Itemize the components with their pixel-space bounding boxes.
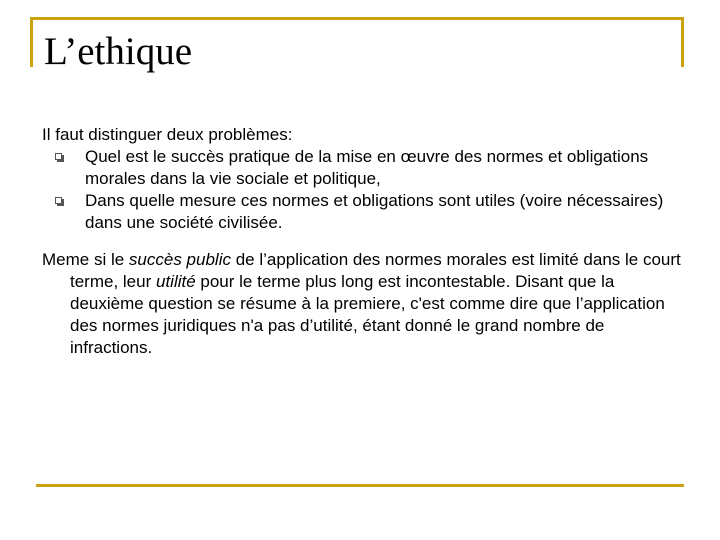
frame-top-line — [30, 17, 684, 20]
frame-right-line — [681, 17, 684, 67]
bullet-text: Quel est le succès pratique de la mise en œuvre des normes et obligations morales dans la vie sociale et politique, — [85, 147, 649, 188]
list-item — [55, 146, 682, 190]
frame-left-line — [30, 17, 33, 67]
bullet-text: Dans quelle mesure ces normes et obligations sont utiles (voire nécessaires) dans une société civilisée. — [85, 191, 664, 232]
slide-content — [42, 124, 682, 359]
intro-text: Il faut distinguer deux problèmes: — [42, 125, 293, 144]
emphasis-succes-public: succès public — [128, 250, 231, 269]
paragraph-text: pour le terme plus long est incontestable. Disant que la deuxième question se résume à la premiere, c'est comme dire que l’application des normes juridiques n'a pas d’utilité, étant donné le grand nombre de infractions. — [70, 272, 665, 357]
square-bullet-icon — [55, 197, 65, 207]
list-item — [55, 190, 682, 234]
body-paragraph — [42, 249, 682, 359]
frame-bottom-line — [36, 484, 684, 487]
slide-title: L’ethique — [44, 30, 193, 73]
square-bullet-icon — [55, 153, 65, 163]
paragraph-text: Meme si le — [42, 250, 129, 269]
paragraph-text: de l’application des normes morales est limité dans le court terme, leur — [70, 250, 681, 291]
emphasis-utilite: utilité — [155, 272, 196, 291]
bullet-list — [42, 146, 682, 234]
